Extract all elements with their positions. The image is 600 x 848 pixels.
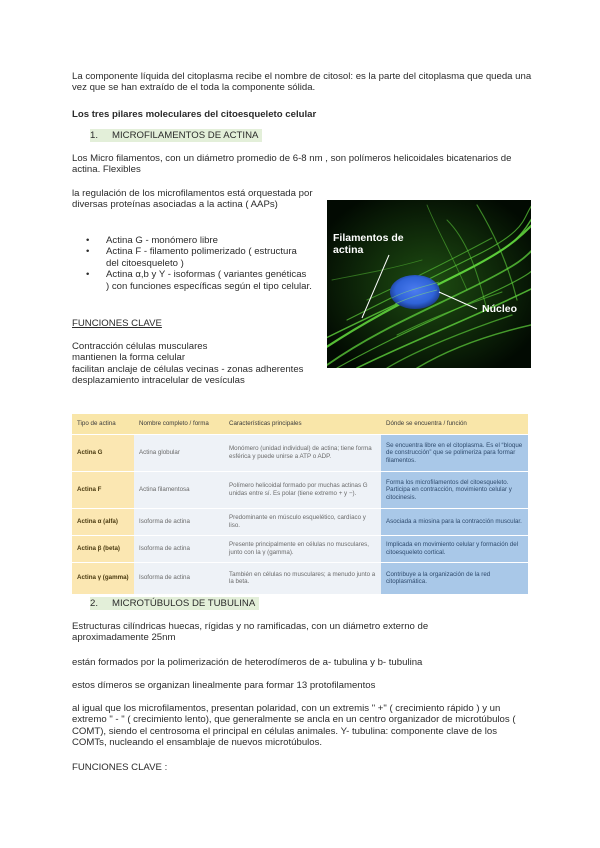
table-cell: Predominante en músculo esquelético, cardíaco y liso.	[224, 509, 381, 536]
actin-micrograph	[327, 200, 531, 368]
section1-heading	[90, 130, 262, 141]
table-cell: También en células no musculares; a menudo junto a la beta.	[224, 563, 381, 594]
table-row	[72, 472, 528, 509]
section2-para4: al igual que los microfilamentos, presentan polaridad, con un extremis " +" ( crecimiento rápido ) y un extremo " - " ( crecimiento lento), que generalmente se ancla en un centro organizador de microtúbulos ( COMT), siendo el centrosoma el principal en células animales. Y- tubulina: componente clave de los COMTs, nucleando el ensamblaje de nuevos microtúbulos.	[72, 703, 516, 749]
section2-title: MICROTÚBULOS DE TUBULINA	[112, 598, 256, 609]
section1-title: MICROFILAMENTOS DE ACTINA	[112, 130, 259, 141]
function-item: mantienen la forma celular	[72, 352, 186, 364]
nucleus-shape	[390, 275, 440, 309]
section1-para2: la regulación de los microfilamentos está orquestada por diversas proteínas asociadas a la actina ( AAPs)	[72, 188, 313, 211]
section1-para1: Los Micro filamentos, con un diámetro promedio de 6-8 nm , son polímeros helicoidales bicatenarios de actina. Flexibles	[72, 153, 512, 176]
section2-para3: estos dímeros se organizan linealmente para formar 13 protofilamentos	[72, 680, 376, 691]
section2-para1: Estructuras cilíndricas huecas, rígidas y no ramificadas, con un diámetro externo de aproximadamente 25nm	[72, 621, 429, 644]
section2-number: 2.	[90, 598, 99, 609]
nucleus-label: Núcleo	[482, 303, 518, 315]
table-cell: Actina F	[72, 472, 134, 509]
pillars-title: Los tres pilares moleculares del citoesqueleto celular	[72, 109, 317, 120]
list-item: • Actina F - filamento polimerizado ( estructura del citoesqueleto )	[72, 246, 312, 269]
table-cell: Monómero (unidad individual) de actina; tiene forma esférica y puede unirse a ATP o ADP.	[224, 435, 381, 472]
table-header: Dónde se encuentra / función	[381, 414, 528, 435]
micrograph-image	[327, 200, 531, 368]
actin-forms-list	[72, 235, 312, 292]
table-cell: Isoforma de actina	[134, 563, 224, 594]
table-header-row	[72, 414, 528, 435]
table-cell: Actina α (alfa)	[72, 509, 134, 536]
table-cell: Contribuye a la organización de la red citoplasmática.	[381, 563, 528, 594]
table-cell: Actina globular	[134, 435, 224, 472]
filament-label: Filamentos de actina	[333, 232, 404, 256]
functions-title-1: FUNCIONES CLAVE	[72, 318, 162, 329]
table-cell: Isoforma de actina	[134, 536, 224, 563]
intro-paragraph: La componente líquida del citoplasma recibe el nombre de citosol: es la parte del citoplasma que queda una vez que se han extraído de el toda la componente sólida.	[72, 71, 532, 94]
section2-heading	[90, 598, 259, 609]
list-item: • Actina α,b y Y - isoformas ( variantes genéticas ) con funciones específicas según el tipo celular.	[72, 269, 312, 292]
table-cell: Implicada en movimiento celular y formación del citoesqueleto cortical.	[381, 536, 528, 563]
list-item: • Actina G - monómero libre	[72, 235, 312, 246]
table-cell: Actina β (beta)	[72, 536, 134, 563]
table-cell: Actina G	[72, 435, 134, 472]
functions-title-2: FUNCIONES CLAVE :	[72, 762, 168, 773]
table-cell: Actina γ (gamma)	[72, 563, 134, 594]
table-header: Características principales	[224, 414, 381, 435]
section2-para2: están formados por la polimerización de heterodímeros de a- tubulina y b- tubulina	[72, 657, 423, 668]
table-header: Tipo de actina	[72, 414, 134, 435]
table-row	[72, 536, 528, 563]
actin-types-table	[72, 414, 528, 594]
table-row	[72, 509, 528, 536]
table-cell: Presente principalmente en células no musculares, junto con la γ (gamma).	[224, 536, 381, 563]
table-cell: Polímero helicoidal formado por muchas actinas G unidas entre sí. Es polar (tiene extremo + y −).	[224, 472, 381, 509]
function-item: facilitan anclaje de células vecinas - zonas adherentes	[72, 363, 304, 375]
functions-list-1	[72, 341, 312, 387]
function-item: desplazamiento intracelular de vesículas	[72, 375, 245, 387]
table-row	[72, 563, 528, 594]
section1-number: 1.	[90, 130, 99, 141]
table-cell: Isoforma de actina	[134, 509, 224, 536]
table-cell: Forma los microfilamentos del citoesqueleto. Participa en contracción, movimiento celular y citocinesis.	[381, 472, 528, 509]
function-item: Contracción células musculares	[72, 341, 208, 352]
table-cell: Asociada a miosina para la contracción muscular.	[381, 509, 528, 536]
table-row	[72, 435, 528, 472]
table-header: Nombre completo / forma	[134, 414, 224, 435]
table-cell: Se encuentra libre en el citoplasma. Es el “bloque de construcción” que se polimeriza para formar filamentos.	[381, 435, 528, 472]
table-cell: Actina filamentosa	[134, 472, 224, 509]
